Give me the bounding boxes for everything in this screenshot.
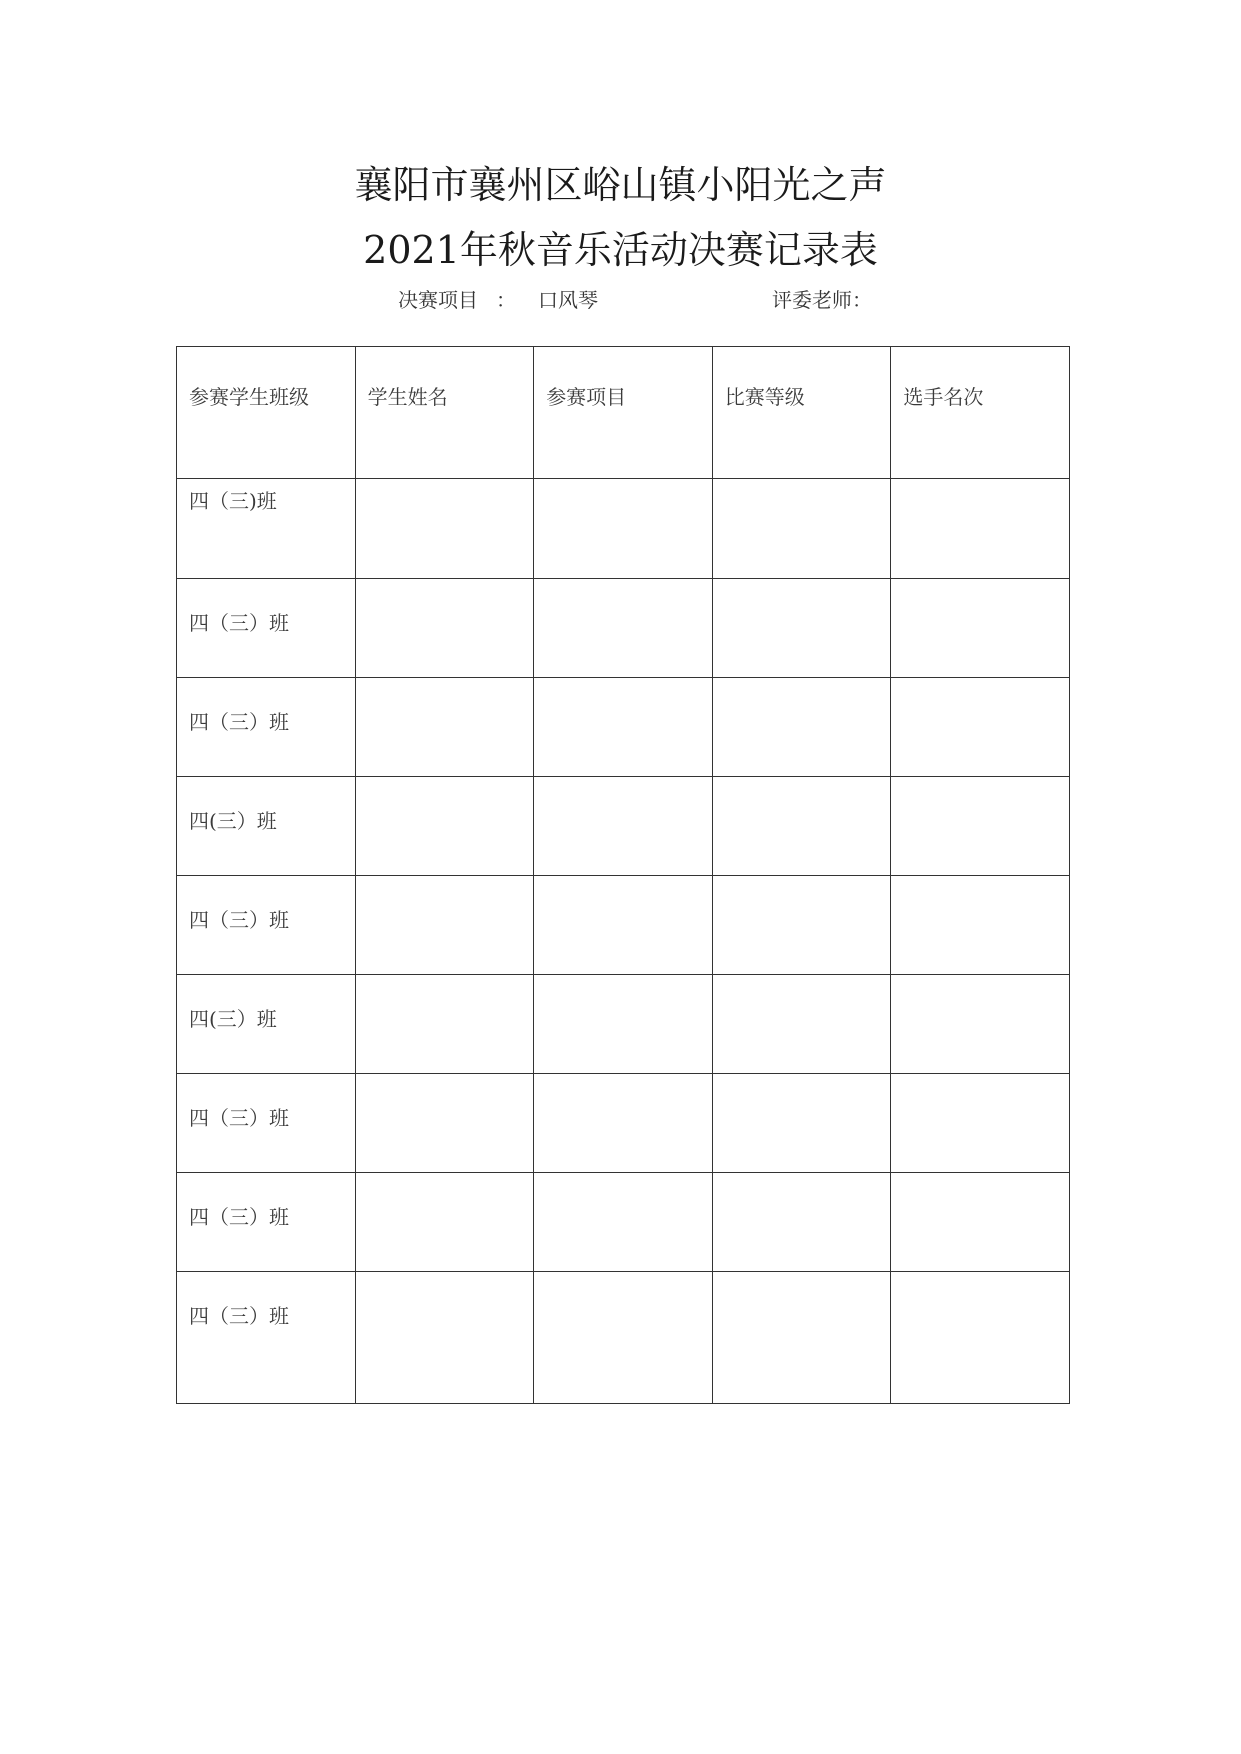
class-cell: 四（三）班 (177, 1272, 356, 1404)
name-cell[interactable] (355, 579, 534, 678)
document-title-line2: 2021年秋音乐活动决赛记录表 (363, 228, 878, 272)
project-cell[interactable] (534, 1173, 713, 1272)
table-row (177, 579, 1070, 678)
table-row (177, 1173, 1070, 1272)
class-cell: 四（三）班 (177, 678, 356, 777)
grade-cell[interactable] (712, 1272, 891, 1404)
project-colon: ： (496, 288, 516, 312)
name-cell[interactable] (355, 479, 534, 579)
class-cell: 四（三)班 (177, 479, 356, 579)
rank-cell[interactable] (891, 876, 1070, 975)
table-row (177, 975, 1070, 1074)
class-cell: 四(三）班 (177, 975, 356, 1074)
rank-cell[interactable] (891, 1173, 1070, 1272)
project-value: 口风琴 (538, 288, 598, 312)
header-grade: 比赛等级 (712, 347, 891, 479)
class-cell: 四（三）班 (177, 1074, 356, 1173)
record-table (176, 346, 1070, 1404)
project-cell[interactable] (534, 1272, 713, 1404)
project-cell[interactable] (534, 479, 713, 579)
judge-label: 评委老师： (772, 288, 872, 312)
grade-cell[interactable] (712, 479, 891, 579)
class-cell: 四（三）班 (177, 876, 356, 975)
grade-cell[interactable] (712, 876, 891, 975)
grade-cell[interactable] (712, 975, 891, 1074)
document-title-line1: 襄阳市襄州区峪山镇小阳光之声 (354, 163, 887, 207)
project-label: 决赛项目 (398, 288, 478, 312)
table-row (177, 1074, 1070, 1173)
name-cell[interactable] (355, 876, 534, 975)
rank-cell[interactable] (891, 777, 1070, 876)
header-project: 参赛项目 (534, 347, 713, 479)
name-cell[interactable] (355, 1074, 534, 1173)
table-row (177, 876, 1070, 975)
rank-cell[interactable] (891, 975, 1070, 1074)
project-cell[interactable] (534, 975, 713, 1074)
project-info (398, 285, 598, 315)
class-cell: 四（三）班 (177, 1173, 356, 1272)
table-row (177, 1272, 1070, 1404)
grade-cell[interactable] (712, 579, 891, 678)
grade-cell[interactable] (712, 777, 891, 876)
header-student-name: 学生姓名 (355, 347, 534, 479)
table-row (177, 678, 1070, 777)
project-cell[interactable] (534, 579, 713, 678)
name-cell[interactable] (355, 1272, 534, 1404)
project-cell[interactable] (534, 777, 713, 876)
rank-cell[interactable] (891, 678, 1070, 777)
rank-cell[interactable] (891, 579, 1070, 678)
name-cell[interactable] (355, 777, 534, 876)
name-cell[interactable] (355, 1173, 534, 1272)
grade-cell[interactable] (712, 1173, 891, 1272)
name-cell[interactable] (355, 678, 534, 777)
rank-cell[interactable] (891, 479, 1070, 579)
table-row (177, 777, 1070, 876)
project-cell[interactable] (534, 1074, 713, 1173)
class-cell: 四(三）班 (177, 777, 356, 876)
grade-cell[interactable] (712, 1074, 891, 1173)
rank-cell[interactable] (891, 1272, 1070, 1404)
header-rank: 选手名次 (891, 347, 1070, 479)
grade-cell[interactable] (712, 678, 891, 777)
table-row (177, 479, 1070, 579)
rank-cell[interactable] (891, 1074, 1070, 1173)
name-cell[interactable] (355, 975, 534, 1074)
project-cell[interactable] (534, 678, 713, 777)
class-cell: 四（三）班 (177, 579, 356, 678)
header-class: 参赛学生班级 (177, 347, 356, 479)
table-header-row (177, 347, 1070, 479)
project-cell[interactable] (534, 876, 713, 975)
